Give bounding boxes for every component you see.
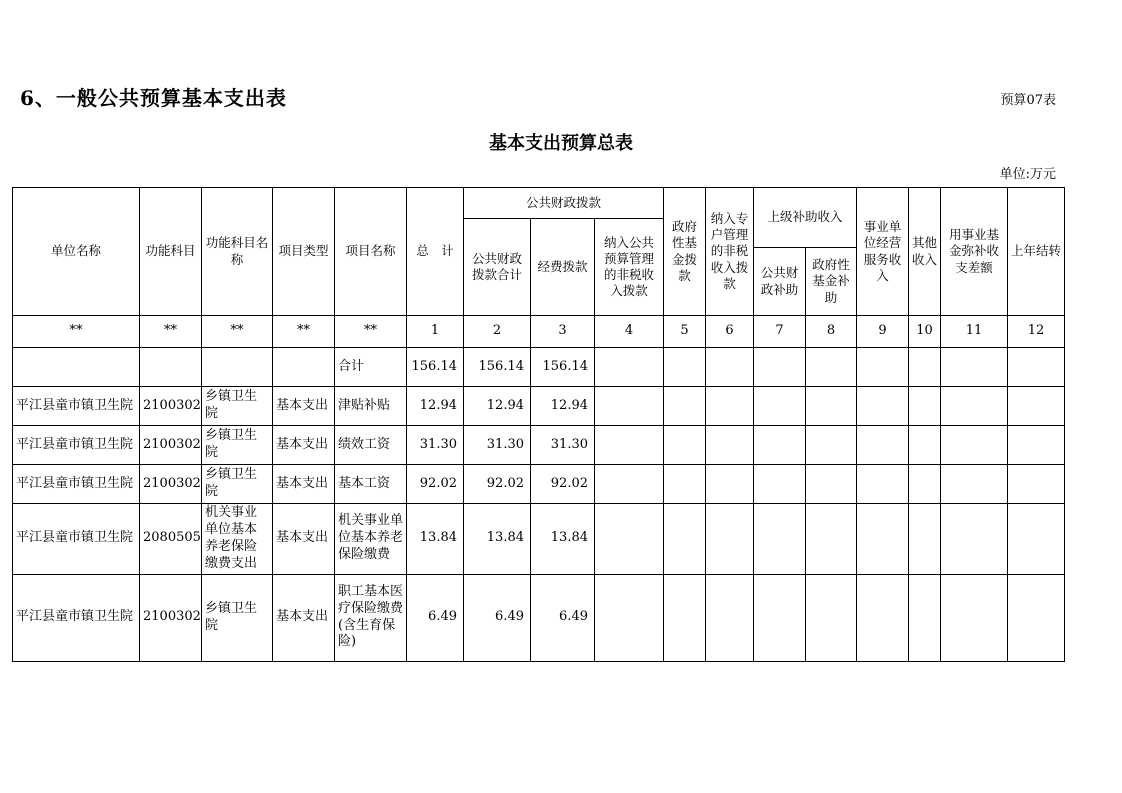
row-func-name: 乡镇卫生院 bbox=[202, 426, 273, 465]
row-item: 职工基本医疗保险缴费(含生育保险) bbox=[335, 574, 407, 661]
header-public-finance-total: 公共财政拨款合计 bbox=[464, 219, 531, 316]
empty-cell bbox=[664, 348, 706, 387]
header-budget-nontax: 纳入公共预算管理的非税收入拨款 bbox=[595, 219, 664, 316]
row-operating-funds: 6.49 bbox=[531, 574, 595, 661]
basic-expenditure-table bbox=[12, 187, 1065, 662]
empty-cell bbox=[806, 574, 857, 661]
index-cell: 9 bbox=[857, 316, 909, 348]
row-public-finance: 12.94 bbox=[464, 387, 531, 426]
empty-cell bbox=[857, 465, 909, 504]
table-row bbox=[13, 387, 1065, 426]
header-business-income: 事业单位经营服务收入 bbox=[857, 188, 909, 316]
empty-cell bbox=[754, 387, 806, 426]
empty-cell bbox=[857, 426, 909, 465]
header-public-finance-subsidy: 公共财政补助 bbox=[754, 248, 806, 316]
row-unit: 平江县童市镇卫生院 bbox=[13, 387, 140, 426]
empty-cell bbox=[706, 348, 754, 387]
index-cell: ** bbox=[202, 316, 273, 348]
index-cell: ** bbox=[273, 316, 335, 348]
row-func-name: 乡镇卫生院 bbox=[202, 387, 273, 426]
empty-cell bbox=[806, 348, 857, 387]
total-row bbox=[13, 348, 1065, 387]
table-row bbox=[13, 465, 1065, 504]
row-code: 2100302 bbox=[140, 387, 202, 426]
empty-cell bbox=[706, 574, 754, 661]
empty-cell bbox=[909, 426, 941, 465]
header-superior-subsidy: 上级补助收入 bbox=[754, 188, 857, 248]
total-public-finance: 156.14 bbox=[464, 348, 531, 387]
empty-cell bbox=[1008, 574, 1065, 661]
table-row bbox=[13, 574, 1065, 661]
header-carryover: 上年结转 bbox=[1008, 188, 1065, 316]
index-cell: 4 bbox=[595, 316, 664, 348]
row-operating-funds: 92.02 bbox=[531, 465, 595, 504]
header-row-1 bbox=[13, 188, 1065, 219]
index-cell: 8 bbox=[806, 316, 857, 348]
header-special-nontax: 纳入专户管理的非税收入拨款 bbox=[706, 188, 754, 316]
index-cell: 10 bbox=[909, 316, 941, 348]
row-type: 基本支出 bbox=[273, 465, 335, 504]
page-heading: 6、一般公共预算基本支出表 bbox=[20, 86, 287, 110]
row-type: 基本支出 bbox=[273, 504, 335, 575]
empty-cell bbox=[909, 348, 941, 387]
empty-cell bbox=[706, 465, 754, 504]
row-unit: 平江县童市镇卫生院 bbox=[13, 426, 140, 465]
header-total: 总 计 bbox=[407, 188, 464, 316]
empty-cell bbox=[754, 426, 806, 465]
empty-cell bbox=[664, 387, 706, 426]
row-public-finance: 31.30 bbox=[464, 426, 531, 465]
row-code: 2100302 bbox=[140, 426, 202, 465]
empty-cell bbox=[941, 504, 1008, 575]
empty-cell bbox=[1008, 387, 1065, 426]
empty-cell bbox=[806, 504, 857, 575]
row-func-name: 机关事业单位基本养老保险缴费支出 bbox=[202, 504, 273, 575]
empty-cell bbox=[595, 426, 664, 465]
row-public-finance: 13.84 bbox=[464, 504, 531, 575]
header-func-name: 功能科目名称 bbox=[202, 188, 273, 316]
row-operating-funds: 12.94 bbox=[531, 387, 595, 426]
empty-cell bbox=[806, 465, 857, 504]
index-cell: ** bbox=[140, 316, 202, 348]
row-item: 机关事业单位基本养老保险缴费 bbox=[335, 504, 407, 575]
empty-cell bbox=[140, 348, 202, 387]
empty-cell bbox=[1008, 348, 1065, 387]
table-row bbox=[13, 504, 1065, 575]
empty-cell bbox=[909, 387, 941, 426]
header-gov-fund: 政府性基金拨款 bbox=[664, 188, 706, 316]
empty-cell bbox=[273, 348, 335, 387]
empty-cell bbox=[857, 387, 909, 426]
empty-cell bbox=[664, 574, 706, 661]
unit-label: 单位:万元 bbox=[999, 167, 1056, 182]
row-code: 2080505 bbox=[140, 504, 202, 575]
empty-cell bbox=[595, 504, 664, 575]
empty-cell bbox=[909, 574, 941, 661]
empty-cell bbox=[202, 348, 273, 387]
empty-cell bbox=[1008, 426, 1065, 465]
index-cell: ** bbox=[335, 316, 407, 348]
index-cell: 3 bbox=[531, 316, 595, 348]
total-operating-funds: 156.14 bbox=[531, 348, 595, 387]
row-total: 12.94 bbox=[407, 387, 464, 426]
empty-cell bbox=[595, 348, 664, 387]
header-other-income: 其他收入 bbox=[909, 188, 941, 316]
row-public-finance: 6.49 bbox=[464, 574, 531, 661]
row-total: 92.02 bbox=[407, 465, 464, 504]
index-cell: 5 bbox=[664, 316, 706, 348]
index-cell: 11 bbox=[941, 316, 1008, 348]
table-title: 基本支出预算总表 bbox=[489, 133, 633, 154]
index-row bbox=[13, 316, 1065, 348]
empty-cell bbox=[664, 465, 706, 504]
empty-cell bbox=[1008, 465, 1065, 504]
empty-cell bbox=[754, 348, 806, 387]
row-total: 6.49 bbox=[407, 574, 464, 661]
index-cell: 2 bbox=[464, 316, 531, 348]
row-item: 绩效工资 bbox=[335, 426, 407, 465]
index-cell: 12 bbox=[1008, 316, 1065, 348]
header-unit-name: 单位名称 bbox=[13, 188, 140, 316]
empty-cell bbox=[857, 504, 909, 575]
empty-cell bbox=[754, 465, 806, 504]
index-cell: ** bbox=[13, 316, 140, 348]
empty-cell bbox=[706, 387, 754, 426]
index-cell: 7 bbox=[754, 316, 806, 348]
empty-cell bbox=[595, 574, 664, 661]
empty-cell bbox=[706, 504, 754, 575]
empty-cell bbox=[941, 348, 1008, 387]
empty-cell bbox=[664, 426, 706, 465]
row-unit: 平江县童市镇卫生院 bbox=[13, 465, 140, 504]
row-unit: 平江县童市镇卫生院 bbox=[13, 574, 140, 661]
empty-cell bbox=[941, 426, 1008, 465]
empty-cell bbox=[754, 574, 806, 661]
row-item: 基本工资 bbox=[335, 465, 407, 504]
index-cell: 6 bbox=[706, 316, 754, 348]
row-unit: 平江县童市镇卫生院 bbox=[13, 504, 140, 575]
table-row bbox=[13, 426, 1065, 465]
empty-cell bbox=[595, 465, 664, 504]
empty-cell bbox=[806, 426, 857, 465]
empty-cell bbox=[909, 504, 941, 575]
empty-cell bbox=[857, 348, 909, 387]
row-operating-funds: 13.84 bbox=[531, 504, 595, 575]
empty-cell bbox=[857, 574, 909, 661]
row-operating-funds: 31.30 bbox=[531, 426, 595, 465]
empty-cell bbox=[595, 387, 664, 426]
total-label: 合计 bbox=[335, 348, 407, 387]
empty-cell bbox=[706, 426, 754, 465]
empty-cell bbox=[1008, 504, 1065, 575]
row-func-name: 乡镇卫生院 bbox=[202, 574, 273, 661]
row-type: 基本支出 bbox=[273, 387, 335, 426]
row-type: 基本支出 bbox=[273, 426, 335, 465]
header-gov-fund-subsidy: 政府性基金补助 bbox=[806, 248, 857, 316]
row-type: 基本支出 bbox=[273, 574, 335, 661]
row-public-finance: 92.02 bbox=[464, 465, 531, 504]
empty-cell bbox=[806, 387, 857, 426]
header-func-code: 功能科目 bbox=[140, 188, 202, 316]
empty-cell bbox=[664, 504, 706, 575]
row-total: 31.30 bbox=[407, 426, 464, 465]
total-amount: 156.14 bbox=[407, 348, 464, 387]
table-code: 预算07表 bbox=[1000, 93, 1056, 108]
header-operating-funds: 经费拨款 bbox=[531, 219, 595, 316]
empty-cell bbox=[909, 465, 941, 504]
row-func-name: 乡镇卫生院 bbox=[202, 465, 273, 504]
index-cell: 1 bbox=[407, 316, 464, 348]
empty-cell bbox=[13, 348, 140, 387]
row-item: 津贴补贴 bbox=[335, 387, 407, 426]
empty-cell bbox=[941, 387, 1008, 426]
row-code: 2100302 bbox=[140, 574, 202, 661]
empty-cell bbox=[941, 465, 1008, 504]
header-item-type: 项目类型 bbox=[273, 188, 335, 316]
header-public-finance: 公共财政拨款 bbox=[464, 188, 664, 219]
empty-cell bbox=[754, 504, 806, 575]
header-item-name: 项目名称 bbox=[335, 188, 407, 316]
row-total: 13.84 bbox=[407, 504, 464, 575]
header-fund-cover: 用事业基金弥补收支差额 bbox=[941, 188, 1008, 316]
row-code: 2100302 bbox=[140, 465, 202, 504]
empty-cell bbox=[941, 574, 1008, 661]
